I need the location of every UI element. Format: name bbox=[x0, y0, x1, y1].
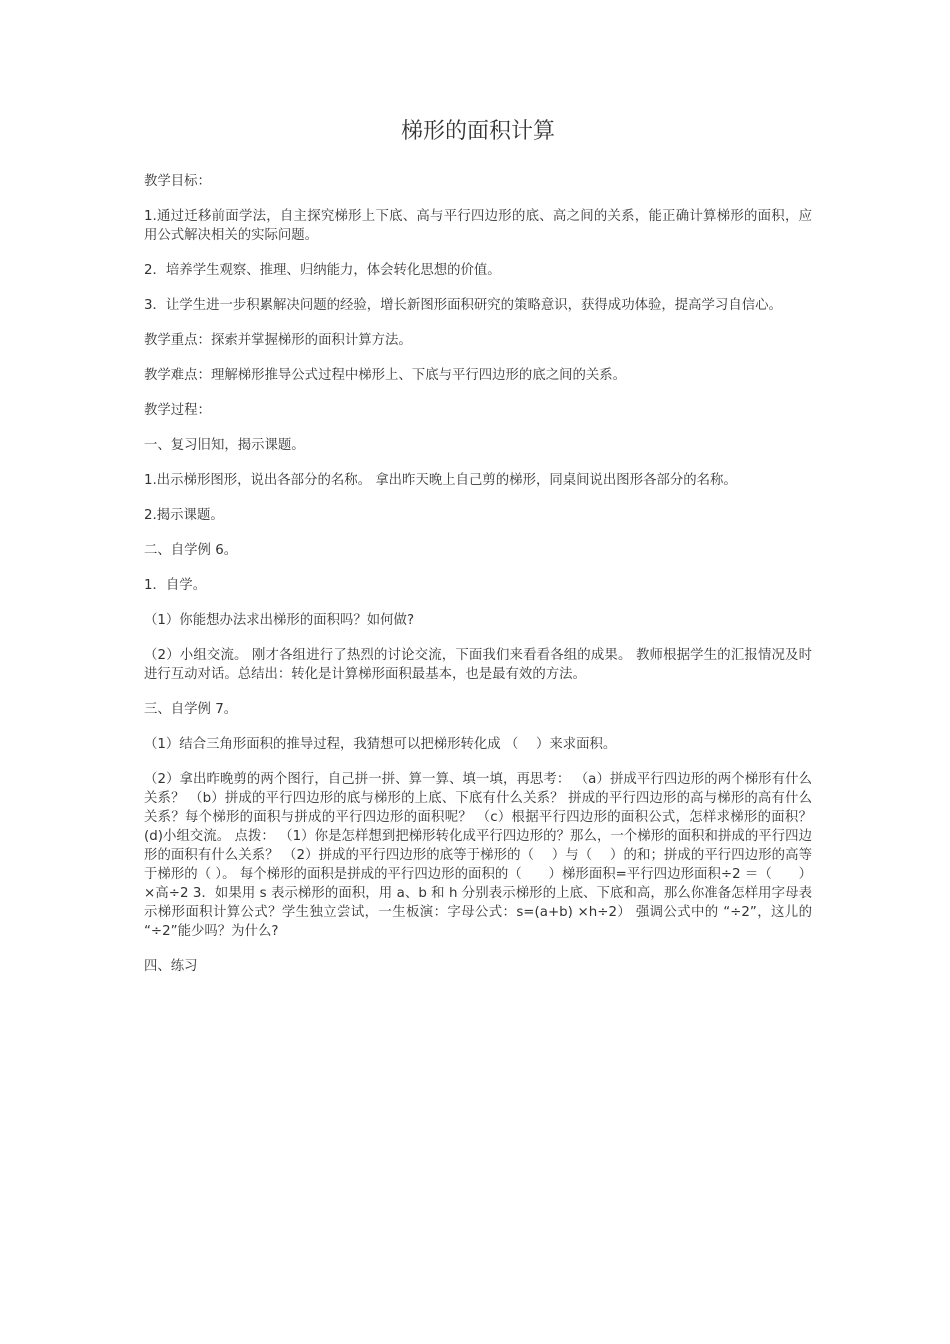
paragraph-section-2-heading: 二、自学例 6。 bbox=[144, 543, 238, 558]
paragraph-goal-1: 1.通过迁移前面学法，自主探究梯形上下底、高与平行四边形的底、高之间的关系，能正确计算梯形的面积，应用公式解决相关的实际问题。 bbox=[144, 209, 812, 243]
paragraph-teaching-goals-heading: 教学目标： bbox=[144, 174, 211, 189]
paragraph-section-2-sub-1: （1）你能想办法求出梯形的面积吗？如何做? bbox=[144, 613, 415, 628]
paragraph-section-1-heading: 一、复习旧知，揭示课题。 bbox=[144, 438, 305, 453]
paragraph-key-point: 教学重点：探索并掌握梯形的面积计算方法。 bbox=[144, 333, 412, 348]
document-page bbox=[144, 112, 812, 992]
paragraph-process-heading: 教学过程： bbox=[144, 403, 211, 418]
paragraph-section-3-sub-1: （1）结合三角形面积的推导过程，我猜想可以把梯形转化成 （ ）来求面积。 bbox=[144, 737, 617, 752]
paragraph-goal-3: 3．让学生进一步积累解决问题的经验，增长新图形面积研究的策略意识，获得成功体验，提高学习自信心。 bbox=[144, 298, 782, 313]
document-title: 梯形的面积计算 bbox=[400, 119, 555, 144]
paragraph-difficult-point: 教学难点：理解梯形推导公式过程中梯形上、下底与平行四边形的底之间的关系。 bbox=[144, 368, 627, 383]
paragraph-section-3-sub-2: （2）拿出昨晚剪的两个图行，自己拼一拼、算一算、填一填，再思考： （a）拼成平行四边形的两个梯形有什么关系？ （b）拼成的平行四边形的底与梯形的上底、下底有什么关系？ 拼成的平行四边形的高与梯形的高有什么关系？每个梯形的面积与拼成的平行四边形的面积呢？ （c）根据平行四边形的面积公式，怎样求梯形的面积？ (d)小组交流。 点拨： （1）你是怎样想到把梯形转化成平行四边形的？那么，一个梯形的面积和拼成的平行四边形的面积有什么关系？ （2）拼成的平行四边形的底等于梯形的（ ）与（ ）的和；拼成的平行四边形的高等于梯形的（ ）。 每个梯形的面积是拼成的平行四边形的面积的（ ）梯形面积=平行四边形面积÷2 ＝（ ）×高÷2 3．如果用 s 表示梯形的面积，用 a、b 和 h 分别表示梯形的上底、下底和高，那么你准备怎样用字母表示梯形面积计算公式？学生独立尝试，一生板演：字母公式：s=(a+b) ×h÷2） 强调公式中的 “÷2”，这儿的 “÷2”能少吗？为什么? bbox=[144, 772, 812, 939]
paragraph-section-2-item-1: 1．自学。 bbox=[144, 578, 207, 593]
paragraph-goal-2: 2．培养学生观察、推理、归纳能力，体会转化思想的价值。 bbox=[144, 263, 501, 278]
paragraph-section-4-heading: 四、练习 bbox=[144, 959, 198, 974]
paragraph-section-1-item-2: 2.揭示课题。 bbox=[144, 508, 224, 523]
paragraph-section-2-sub-2: （2）小组交流。 刚才各组进行了热烈的讨论交流，下面我们来看看各组的成果。 教师根据学生的汇报情况及时进行互动对话。总结出：转化是计算梯形面积最基本，也是最有效的方法。 bbox=[144, 648, 812, 682]
paragraph-section-1-item-1: 1.出示梯形图形，说出各部分的名称。 拿出昨天晚上自己剪的梯形，同桌间说出图形各部分的名称。 bbox=[144, 473, 737, 488]
paragraph-section-3-heading: 三、自学例 7。 bbox=[144, 702, 238, 717]
